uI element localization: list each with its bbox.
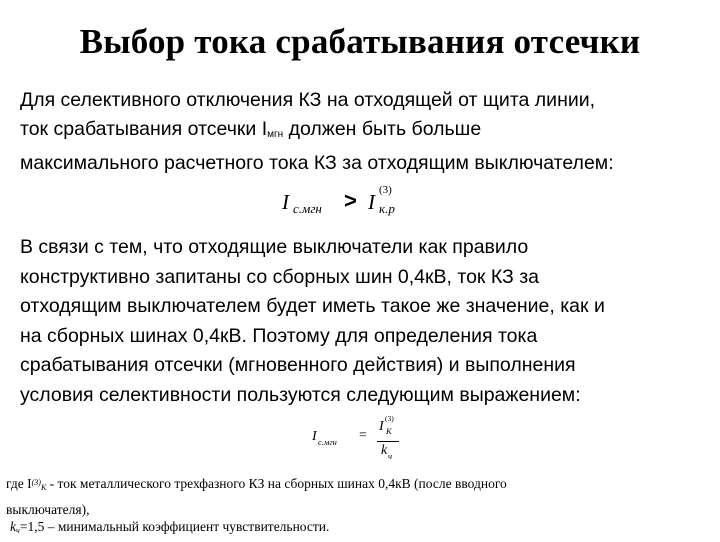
note1-line-2: выключателя), bbox=[6, 502, 90, 517]
formula2-lhs-symbol: I bbox=[312, 429, 317, 444]
note1-subscript: К bbox=[40, 483, 47, 492]
note1-prefix: где I bbox=[6, 476, 32, 491]
note-sensitivity bbox=[10, 516, 710, 542]
formula1-rhs-symbol: I bbox=[368, 190, 375, 214]
formula2-fraction-bar bbox=[377, 441, 399, 442]
intro-line-3: максимального расчетного тока КЗ за отходящим выключателем: bbox=[20, 152, 614, 174]
explanation-paragraph bbox=[20, 233, 700, 410]
formula1-operator: > bbox=[344, 188, 357, 213]
explanation-line-4: на сборных шинах 0,4кВ. Поэтому для определения тока bbox=[20, 324, 538, 347]
slide-title: Выбор тока срабатывания отсечки bbox=[79, 22, 641, 61]
note1-line-1 bbox=[6, 472, 706, 499]
note2-subscript: ч bbox=[16, 526, 20, 535]
formula2-denominator-subscript: ч bbox=[388, 451, 393, 461]
formula-inequality bbox=[282, 184, 482, 224]
formula2-numerator-subscript: К bbox=[386, 426, 392, 436]
intro-line-2-text: ток срабатывания отсечки I bbox=[20, 118, 268, 140]
explanation-line-6: условия селективности пользуются следующим выражением: bbox=[20, 383, 581, 406]
note1-superscript: (3) bbox=[31, 478, 41, 487]
intro-paragraph bbox=[20, 86, 700, 178]
intro-line-1: Для селективного отключения КЗ на отходящей от щита линии, bbox=[20, 89, 596, 111]
formula-setting bbox=[312, 412, 432, 468]
formula2-numerator-symbol: I bbox=[379, 419, 384, 434]
intro-line-2 bbox=[20, 115, 700, 149]
explanation-line-3: отходящим выключателем будет иметь такое же значение, как и bbox=[20, 295, 605, 317]
explanation-line-5: срабатывания отсечки (мгновенного действия) и выполнения bbox=[20, 354, 576, 376]
formula1-rhs-subscript: к.р bbox=[379, 201, 395, 216]
note1-text: - ток металлического трехфазного КЗ на сборных шинах 0,4кВ (после вводного bbox=[46, 476, 507, 491]
formula1-lhs-symbol: I bbox=[282, 190, 289, 214]
explanation-line-2: конструктивно запитаны со сборных шин 0,4кВ, ток КЗ за bbox=[20, 265, 540, 288]
formula2-numerator-superscript: (3) bbox=[385, 414, 394, 423]
formula2-denominator-symbol: k bbox=[381, 443, 388, 458]
intro-line-2-subscript: мгн bbox=[267, 129, 284, 140]
explanation-line-1: В связи с тем, что отходящие выключатели как правило bbox=[20, 236, 529, 258]
note2-text: =1,5 – минимальный коэффициент чувствительности. bbox=[19, 519, 330, 534]
intro-line-2-rest: должен быть больше bbox=[283, 118, 482, 140]
formula2-operator: = bbox=[359, 428, 367, 443]
note-current-definition bbox=[6, 472, 706, 521]
note2-symbol: k bbox=[10, 519, 16, 534]
formula2-lhs-subscript: с.мгн bbox=[318, 437, 337, 447]
formula1-rhs-superscript: (3) bbox=[379, 184, 392, 196]
formula1-lhs-subscript: с.мгн bbox=[293, 201, 322, 216]
